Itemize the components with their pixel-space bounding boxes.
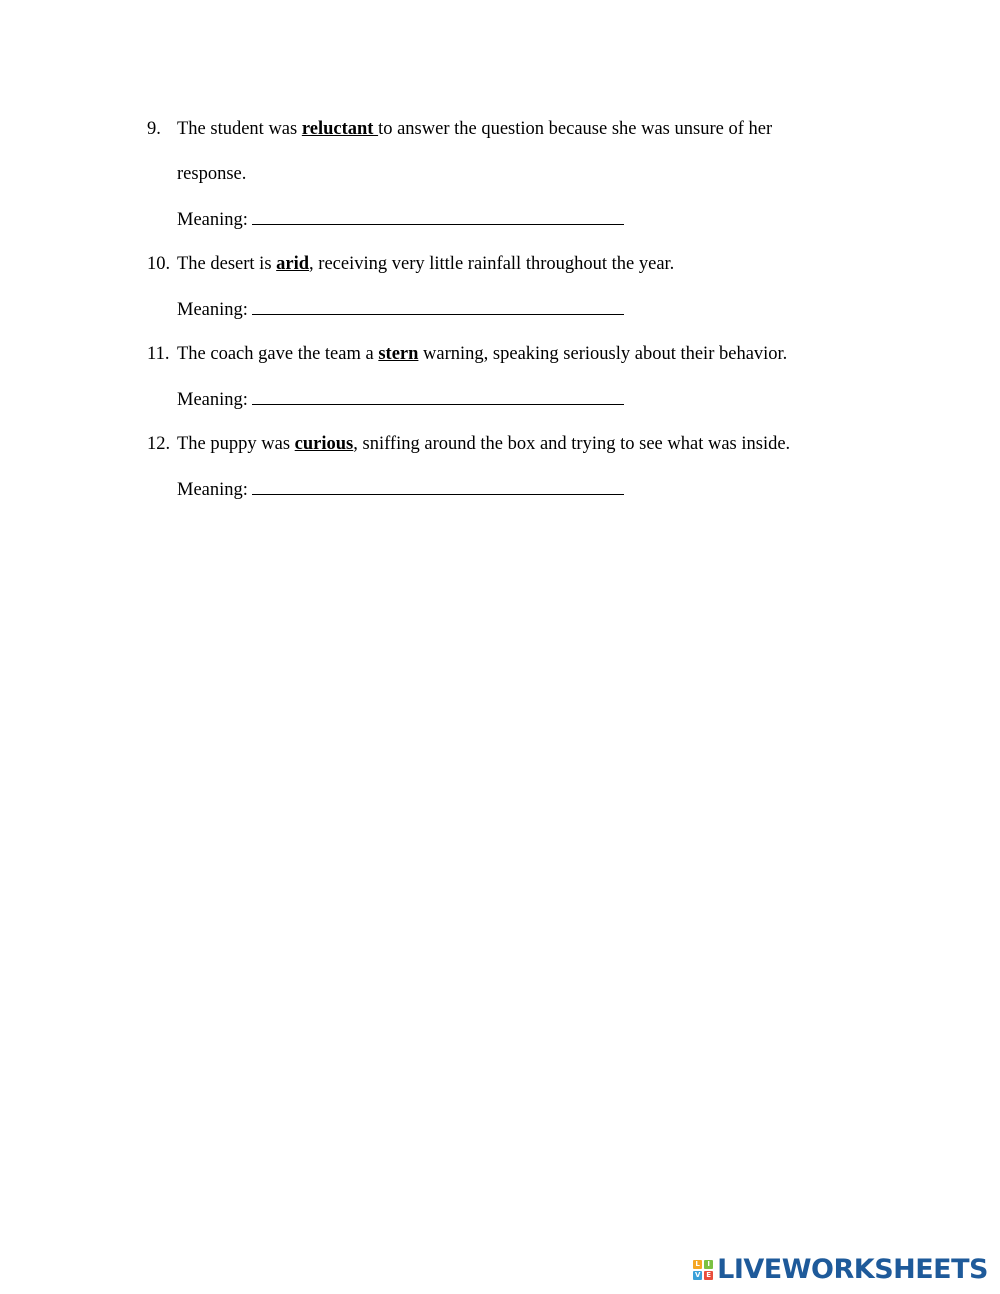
sentence-text: The desert is [177,254,277,274]
vocab-word: stern [378,344,419,364]
vocab-word: reluctant [301,119,379,139]
logo-mark-tile: L [693,1260,702,1269]
meaning-answer-blank[interactable] [252,387,624,405]
logo-mark-tile: I [704,1260,713,1269]
meaning-answer-blank[interactable] [252,477,624,495]
liveworksheets-logo [693,1254,988,1286]
logo-mark-tile: E [704,1271,713,1280]
meaning-label: Meaning: [177,210,248,230]
sentence-text: The student was [177,119,302,139]
sentence-text: The puppy was [177,434,295,454]
sentence-text: , receiving very little rainfall throughout the year. [309,254,675,274]
sentence-line [177,252,674,276]
sentence-text: , sniffing around the box and trying to see what was inside. [353,434,791,454]
meaning-row [177,207,624,232]
meaning-answer-blank[interactable] [252,297,624,315]
sentence-line [177,342,787,366]
meaning-row [177,297,624,322]
sentence-line [177,432,790,456]
vocab-word: curious [294,434,354,454]
sentence-text: response. [177,164,247,184]
item-number: 9. [147,119,161,139]
item-number: 11. [147,344,170,364]
sentence-text: The coach gave the team a [177,344,379,364]
sentence-text: to answer the question because she was unsure of her [378,119,773,139]
logo-text: LIVEWORKSHEETS [717,1254,988,1285]
sentence-line [177,162,246,186]
meaning-row [177,387,624,412]
vocab-word: arid [276,254,310,274]
meaning-label: Meaning: [177,480,248,500]
sentence-line [177,117,772,141]
meaning-label: Meaning: [177,300,248,320]
logo-mark-icon [693,1260,713,1280]
item-number: 12. [147,434,171,454]
sentence-text: warning, speaking seriously about their behavior. [418,344,788,364]
meaning-row [177,477,624,502]
meaning-label: Meaning: [177,390,248,410]
meaning-answer-blank[interactable] [252,207,624,225]
item-number: 10. [147,254,171,274]
logo-mark-tile: V [694,1271,701,1279]
